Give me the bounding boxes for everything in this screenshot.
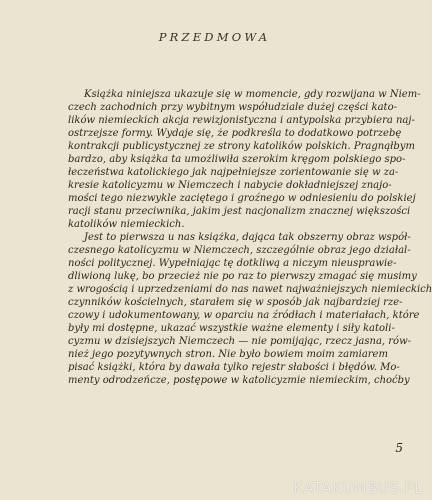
text-line: nież jego pozytywnych stron. Nie było bowiem moim zamiarem (68, 349, 388, 360)
text-line: kresie katolicyzmu w Niemczech i nabycie dokładniejszej znajo- (68, 180, 392, 191)
chapter-title: PRZEDMOWA (158, 30, 271, 44)
text-line: mości tego niezwykle zaciętego i groźnego w odniesieniu do polskiej (68, 193, 416, 204)
text-line: ności politycznej. Wypełniając tę dotkliwą a niczym nieusprawie- (68, 258, 397, 269)
text-line: były mi dostępne, ukazać wszystkie ważne elementy i siły katoli- (68, 323, 395, 334)
text-line: Książka niniejsza ukazuje się w momencie, gdy rozwijana w Niem- (84, 89, 421, 100)
text-line: kontrakcji publicystycznej ze strony katolików polskich. Pragnąłbym (68, 141, 415, 152)
text-line: łeczeństwa katolickiego jak najpełniejsze zorientowanie się w za- (68, 167, 399, 178)
text-line: racji stanu przeciwnika, jakim jest nacjonalizm znacznej większości (68, 206, 411, 217)
text-line: bardzo, aby książka ta umożliwiła szerokim kręgom polskiego spo- (68, 154, 406, 165)
text-line: czynników kościelnych, starałem się w sposób jak najbardziej rze- (68, 297, 403, 308)
text-line: z wrogością i uprzedzeniami do nas nawet najważniejszych niemieckich (68, 284, 432, 295)
text-line: lików niemieckich akcja rewizjonistyczna i antypolska przybiera naj- (68, 115, 415, 126)
text-line: ostrzejsze formy. Wydaje się, że podkreśla to dodatkowo potrzebę (68, 128, 402, 139)
text-line: Jest to pierwsza u nas książka, dająca tak obszerny obraz współ- (84, 232, 411, 243)
text-line: czowy i udokumentowany, w oparciu na źródłach i materiałach, które (68, 310, 420, 321)
text-line: czesnego katolicyzmu w Niemczech, szczególnie obraz jego działal- (68, 245, 411, 256)
text-line: pisać książki, która by dawała tylko rejestr słabości i błędów. Mo- (68, 362, 400, 373)
text-line: cyzmu w dzisiejszych Niemczech — nie pomijając, rzecz jasna, rów- (68, 336, 412, 347)
text-line: katolików niemieckich. (68, 219, 185, 230)
text-line: menty odrodzeńcze, postępowe w katolicyzmie niemieckim, choćby (68, 375, 410, 386)
watermark: KATAKUMBUS.PL (293, 479, 423, 497)
text-line: dliwioną lukę, bo przecież nie po raz to pierwszy zmagać się musimy (68, 271, 417, 282)
text-line: czech zachodnich przy wybitnym współudziale dużej części kato- (68, 102, 397, 113)
page-number: 5 (395, 441, 403, 455)
